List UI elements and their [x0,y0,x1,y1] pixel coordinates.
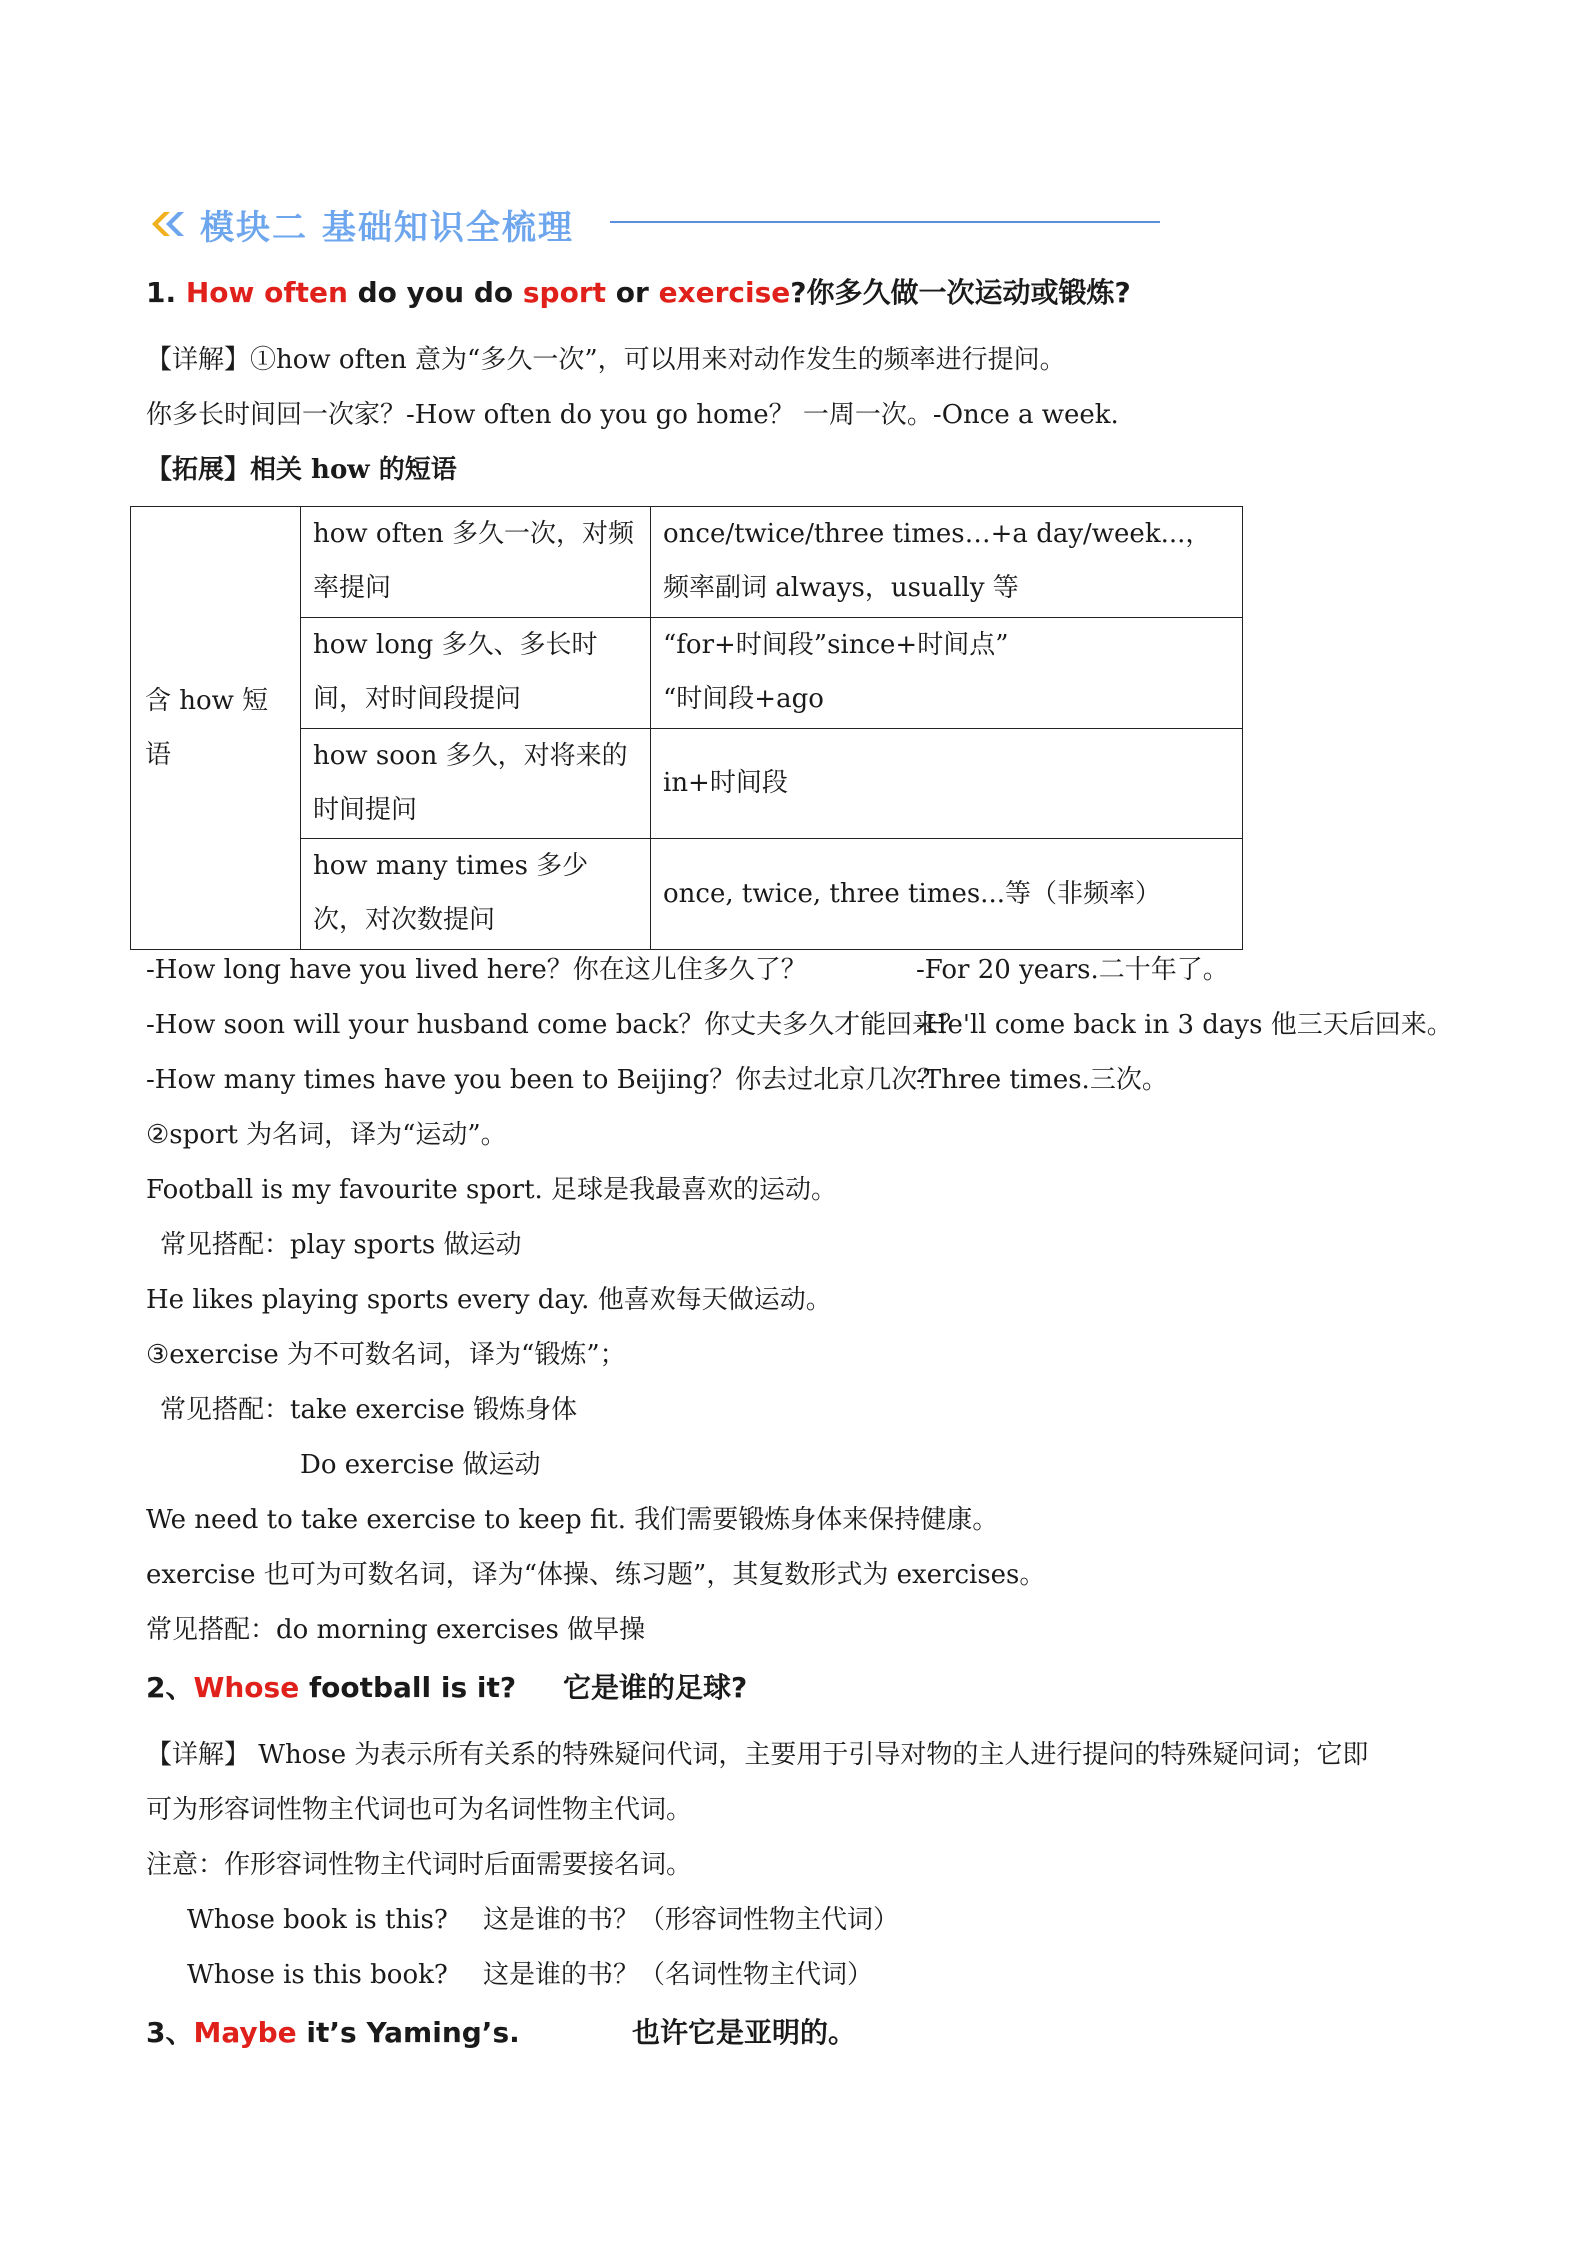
exercise-collocation-3: 常见搭配：do morning exercises 做早操 [146,1615,646,1645]
exercise-collocation-1: 常见搭配：take exercise 锻炼身体 [160,1395,578,1425]
example-how-often: 你多长时间回一次家？-How often do you go home？ 一周一次。-Once a week. [146,400,1119,430]
detail-paragraph: 【详解】①how often 意为“多久一次”，可以用来对动作发生的频率进行提问。 [146,345,1066,375]
sport-example-2: He likes playing sports every day. 他喜欢每天做运动。 [146,1285,832,1315]
whose-detail-line-2: 可为形容词性物主代词也可为名词性物主代词。 [146,1795,693,1825]
module-header [150,200,574,248]
example-how-long-question: -How long have you lived here？你在这儿住多久了？ [146,955,807,985]
heading-text: ?你多久做一次运动或锻炼? [790,276,1131,309]
usage-line: “for+时间段”since+时间点” [663,629,1009,660]
section-1-number: 1. [146,276,177,309]
how-phrases-table [130,506,1243,950]
table-category-cell: 含 how 短语 [131,507,301,950]
table-cell-phrase: how often 多久一次，对频率提问 [301,507,651,618]
section-2-translation: 它是谁的足球? [563,1671,748,1704]
section-3-number: 3、 [146,2016,194,2049]
example-how-soon-answer: -He'll come back in 3 days 他三天后回来。 [916,1010,1453,1040]
whose-note: 注意：作形容词性物主代词时后面需要接名词。 [146,1850,693,1880]
example-how-many-times-question: -How many times have you been to Beijing？你去过北京几次？ [146,1065,944,1095]
whose-example-1-cn: 这是谁的书？（形容词性物主代词） [483,1905,900,1935]
keyword-how-often: How often [185,276,348,309]
table-cell-phrase: how soon 多久，对将来的时间提问 [301,728,651,839]
sport-note: ②sport 为名词，译为“运动”。 [146,1120,507,1150]
heading-text: football is it? [299,1671,517,1704]
table-row [131,507,1243,618]
section-3-translation: 也许它是亚明的。 [632,2016,857,2049]
table-cell-phrase: how long 多久、多长时间，对时间段提问 [301,617,651,728]
keyword-sport: sport [522,276,607,309]
section-3-heading [146,2013,520,2053]
exercise-note: ③exercise 为不可数名词，译为“锻炼”； [146,1340,626,1370]
whose-detail-line-1: 【详解】 Whose 为表示所有关系的特殊疑问代词，主要用于引导对物的主人进行提问的特殊疑问词；它即 [146,1740,1369,1770]
sport-example-1: Football is my favourite sport. 足球是我最喜欢的运动。 [146,1175,838,1205]
module-divider [610,221,1160,223]
heading-text: do you do [347,276,523,309]
exercise-example: We need to take exercise to keep fit. 我们需要锻炼身体来保持健康。 [146,1505,999,1535]
keyword-exercise: exercise [658,276,791,309]
table-cell-phrase: how many times 多少次，对次数提问 [301,839,651,950]
module-title: 模块二 基础知识全梳理 [200,207,574,248]
whose-example-1-en: Whose book is this? [187,1905,448,1935]
usage-line: “时间段+ago [663,683,824,714]
heading-text: or [606,276,659,309]
example-how-many-times-answer: -Three times.三次。 [916,1065,1168,1095]
exercise-countable-note: exercise 也可为可数名词，译为“体操、练习题”，其复数形式为 exercises。 [146,1560,1046,1590]
expand-label: 【拓展】相关 how 的短语 [146,455,457,485]
whose-example-2-en: Whose is this book? [187,1960,448,1990]
exercise-collocation-2: Do exercise 做运动 [300,1450,541,1480]
table-cell-usage: in+时间段 [651,728,1243,839]
keyword-whose: Whose [193,1671,300,1704]
table-cell-usage [651,617,1243,728]
section-2-number: 2、 [146,1671,194,1704]
section-1-heading [146,273,1131,313]
keyword-maybe: Maybe [193,2016,297,2049]
example-how-soon-question: -How soon will your husband come back？你丈夫多久才能回来？ [146,1010,965,1040]
heading-text: it’s Yaming’s. [296,2016,520,2049]
table-cell-usage: once, twice, three times...等（非频率） [651,839,1243,950]
whose-example-2-cn: 这是谁的书？（名词性物主代词） [483,1960,874,1990]
section-2-heading [146,1668,516,1708]
sport-collocation: 常见搭配：play sports 做运动 [160,1230,522,1260]
double-chevron-icon [150,207,192,241]
example-how-long-answer: -For 20 years.二十年了。 [916,955,1229,985]
table-cell-usage: once/twice/three times…+a day/week...，频率副词 always，usually 等 [651,507,1243,618]
